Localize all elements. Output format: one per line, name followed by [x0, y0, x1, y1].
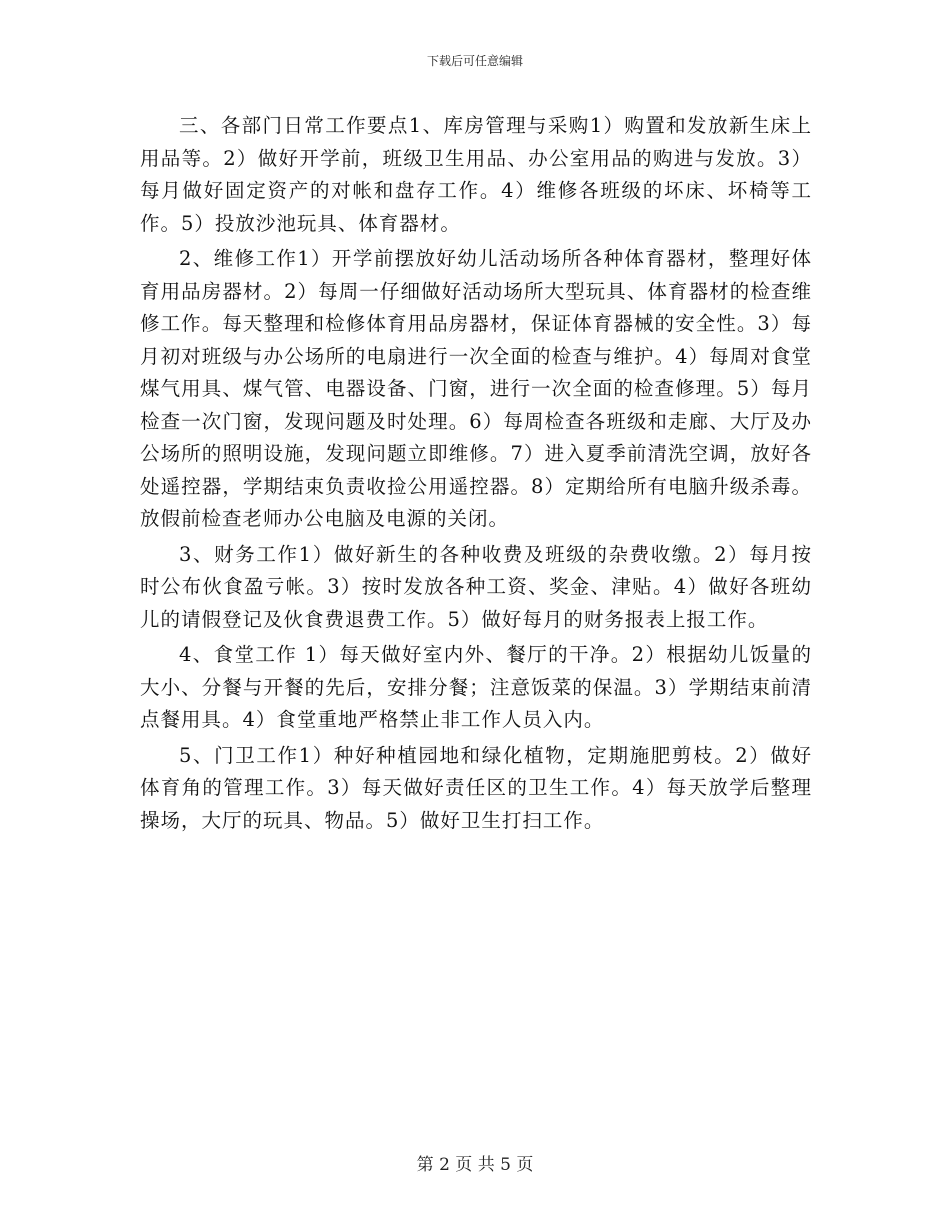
- paragraph-finance: 3、财务工作1）做好新生的各种收费及班级的杂费收缴。2）每月按时公布伙食盈亏帐。3）按时发放各种工资、奖金、津贴。4）做好各班幼儿的请假登记及伙食费退费工作。5）做好每月的财务报表上报工作。: [140, 542, 812, 631]
- page-number: 第 2 页 共 5 页: [416, 1155, 534, 1175]
- page-header-note: 下载后可任意编辑: [426, 54, 523, 68]
- paragraph-canteen: 4、食堂工作 1）每天做好室内外、餐厅的干净。2）根据幼儿饭量的大小、分餐与开餐的先后，安排分餐；注意饭菜的保温。3）学期结束前清点餐用具。4）食堂重地严格禁止非工作人员入内。: [140, 643, 812, 731]
- document-body: [140, 110, 812, 840]
- paragraph-maintenance: 2、维修工作1）开学前摆放好幼儿活动场所各种体育器材，整理好体育用品房器材。2）每周一仔细做好活动场所大型玩具、体育器材的检查维修工作。每天整理和检修体育用品房器材，保证体育器械的安全性。3）每月初对班级与办公场所的电扇进行一次全面的检查与维护。4）每周对食堂煤气用具、煤气管、电器设备、门窗，进行一次全面的检查修理。5）每月检查一次门窗，发现问题及时处理。6）每周检查各班级和走廊、大厅及办公场所的照明设施，发现问题立即维修。7）进入夏季前清洗空调，放好各处遥控器，学期结束负责收捡公用遥控器。8）定期给所有电脑升级杀毒。放假前检查老师办公电脑及电源的关闭。: [140, 247, 812, 530]
- paragraph-departments-storage: 三、各部门日常工作要点1、库房管理与采购1）购置和发放新生床上用品等。2）做好开学前，班级卫生用品、办公室用品的购进与发放。3）每月做好固定资产的对帐和盘存工作。4）维修各班级的坏床、坏椅等工作。5）投放沙池玩具、体育器材。: [140, 114, 812, 235]
- paragraph-gatekeeper: 5、门卫工作1）种好种植园地和绿化植物，定期施肥剪枝。2）做好体育角的管理工作。3）每天做好责任区的卫生工作。4）每天放学后整理操场，大厅的玩具、物品。5）做好卫生打扫工作。: [140, 743, 812, 832]
